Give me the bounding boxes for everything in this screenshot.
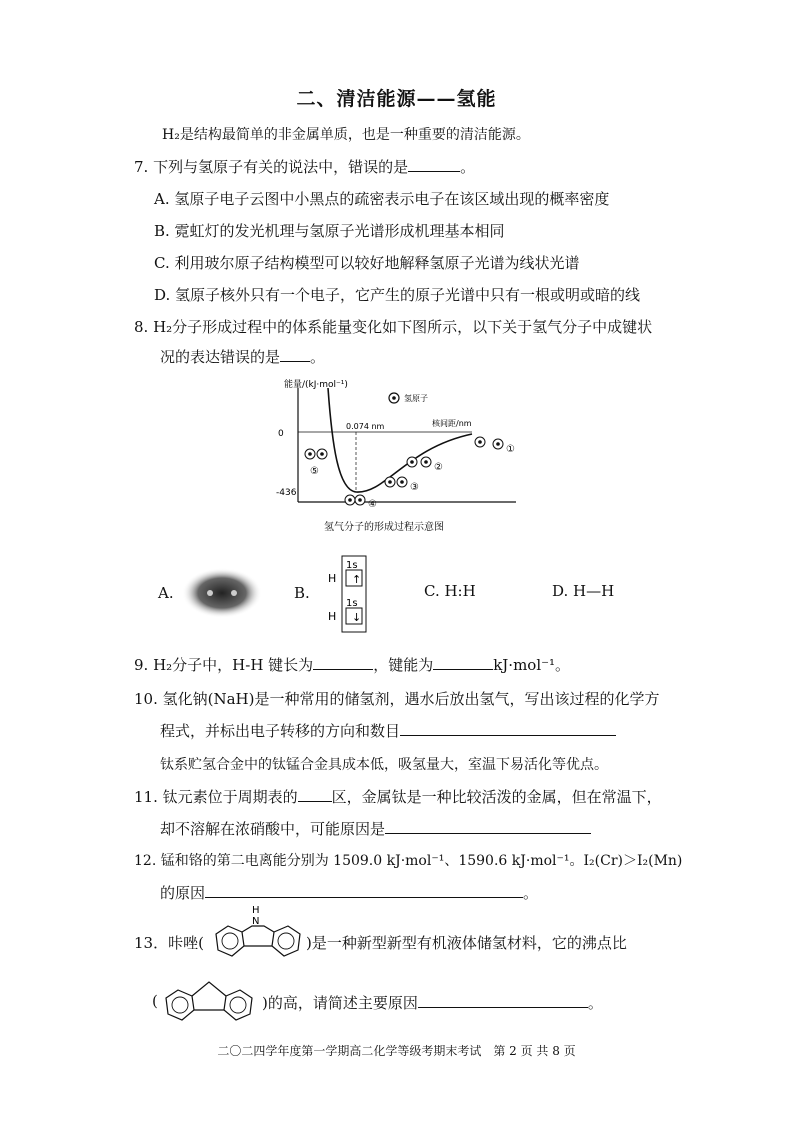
question-9 [134,654,570,675]
q12-text: 的原因 [160,884,206,902]
answer-blank[interactable] [385,819,591,834]
question-13-part4 [262,992,603,1013]
question-12-line2 [160,882,538,903]
orbital-label-1: 1s [346,560,358,571]
zero-label: 0 [278,429,284,439]
question-11-line1 [134,786,662,807]
electron-cloud-image [180,566,264,620]
q8-option-d: D. H—H [552,582,615,600]
legend-label: 氢原子 [404,394,428,403]
question-13-part1: 13．咔唑( [134,934,204,952]
question-13-part3: ( [152,992,158,1010]
question-8-line2 [160,346,325,367]
question-11-line2 [160,818,591,839]
q7-option-c: C. 利用玻尔原子结构模型可以较好地解释氢原子光谱为线状光谱 [154,254,580,272]
point-label-1: ① [506,444,515,455]
q11-text-1: 11. 钛元素位于周期表的 [134,788,298,806]
question-7-end: 。 [460,158,476,176]
point-label-2: ② [434,462,443,473]
bond-length-blank[interactable] [313,655,373,670]
y-axis-label: 能量/(kJ·mol⁻¹) [284,380,348,390]
carbazole-h-label: H [252,905,260,916]
answer-blank[interactable] [205,883,523,898]
intro-text: H₂是结构最简单的非金属单质，也是一种重要的清洁能源。 [162,127,530,143]
x-axis-label: 核间距/nm [432,419,472,428]
carbazole-n-label: N [252,916,260,927]
carbazole-structure [208,904,308,968]
question-13-part2: )是一种新型新型有机液体储氢材料，它的沸点比 [306,934,627,952]
q8-option-c: C. H:H [424,582,476,600]
answer-blank[interactable] [400,721,616,736]
page-footer: 二〇二四学年度第一学期高二化学等级考期末考试 第 2 页 共 8 页 [217,1044,576,1058]
point-label-5: ⑤ [310,466,319,477]
answer-blank[interactable] [418,993,588,1008]
q7-option-b: B. 霓虹灯的发光机理与氢原子光谱形成机理基本相同 [154,222,505,240]
min-energy-label: -436 [276,488,297,498]
question-8-text: 况的表达错误的是 [160,348,281,366]
q11-text-3: 却不溶解在浓硝酸中，可能原因是 [160,820,386,838]
question-7-stem [134,156,475,177]
answer-blank[interactable] [280,347,310,362]
svg-text:↓: ↓ [352,611,362,624]
answer-blank[interactable] [408,157,460,172]
q13-end: 。 [587,994,603,1012]
question-10-line2 [160,720,616,741]
block-blank[interactable] [298,787,332,802]
orbital-h-1: H [328,572,337,585]
figure-caption: 氢气分子的形成过程示意图 [324,522,444,533]
section-title: 二、清洁能源——氢能 [296,88,497,110]
q8-option-a-label: A. [158,584,174,602]
q7-option-a: A. 氢原子电子云图中小黑点的疏密表示电子在该区域出现的概率密度 [154,190,610,208]
q10-text: 程式，并标出电子转移的方向和数目 [160,722,401,740]
q7-option-d: D. 氢原子核外只有一个电子，它产生的原子光谱中只有一根或明或暗的线 [154,286,641,304]
svg-text:↑: ↑ [352,573,362,586]
bond-length-label: 0.074 nm [346,422,385,431]
q9-text-1: 9. H₂分子中，H-H 键长为 [134,656,314,674]
orbital-label-2: 1s [346,598,358,609]
q12-end: 。 [523,884,539,902]
question-10-line1: 10. 氢化钠(NaH)是一种常用的储氢剂，遇水后放出氢气，写出该过程的化学方 [134,690,660,708]
q13-text-4: )的高，请简述主要原因 [262,994,418,1012]
question-8-line1: 8. H₂分子形成过程中的体系能量变化如下图所示，以下关于氢气分子中成键状 [134,318,653,336]
fluorene-structure [158,972,262,1028]
question-7-text: 7. 下列与氢原子有关的说法中，错误的是 [134,158,409,176]
orbital-diagram [326,554,372,636]
energy-diagram [276,374,536,540]
q9-text-3: kJ·mol⁻¹。 [493,656,571,674]
titanium-note: 钛系贮氢合金中的钛锰合金具成本低，吸氢量大，室温下易活化等优点。 [160,757,608,773]
q8-option-b-label: B. [294,584,310,602]
orbital-h-2: H [328,610,337,623]
point-label-4: ④ [368,499,377,510]
point-label-3: ③ [410,482,419,493]
bond-energy-blank[interactable] [433,655,493,670]
q9-text-2: ，键能为 [373,656,434,674]
potential-energy-curve [328,388,472,492]
question-8-end: 。 [310,348,326,366]
question-12-line1: 12. 锰和铬的第二电离能分别为 1509.0 kJ·mol⁻¹、1590.6 kJ·mol⁻¹。I₂(Cr)＞I₂(Mn) [134,853,683,869]
q11-text-2: 区，金属钛是一种比较活泼的金属，但在常温下， [331,788,662,806]
